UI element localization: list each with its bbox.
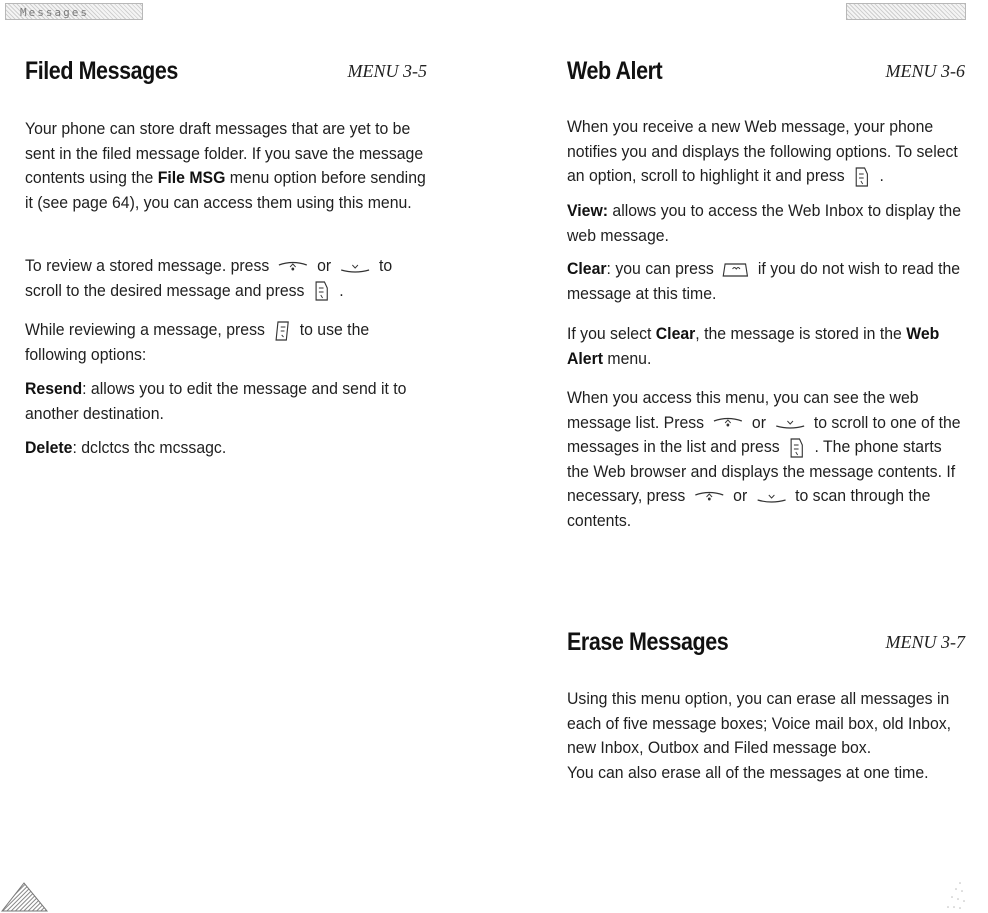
section-title: Erase Messages: [567, 628, 729, 656]
scroll-up-key-icon: [693, 490, 725, 504]
web-paragraph-5: When you access this menu, you can see the web message list. Press or to scroll to one of the messages in the list and press . The phone starts the Web browser and displays the message contents. If necessary, press or to scan through the contents.: [567, 388, 961, 530]
web-paragraph-4: If you select Clear, the message is stored in the Web Alert menu.: [567, 324, 940, 368]
erase-paragraph-2: You can also erase all of the messages at one time.: [567, 763, 929, 782]
menu-number: MENU 3-6: [885, 61, 965, 81]
resend-option: Resend: allows you to edit the message and send it to another destination.: [25, 379, 407, 423]
header-tab-label: Messages: [20, 6, 89, 19]
filed-messages-header: [25, 57, 425, 87]
corner-triangle-icon: [0, 879, 50, 913]
scroll-down-key-icon: [755, 490, 787, 504]
web-paragraph-1: When you receive a new Web message, your phone notifies you and displays the following options. To select an option, scroll to highlight it and press .: [567, 115, 967, 189]
scroll-down-key-icon: [339, 260, 371, 274]
corner-dots-icon: [944, 877, 968, 911]
ok-key-icon: [788, 437, 807, 459]
scroll-down-key-icon: [774, 416, 806, 430]
clear-option: Clear: you can press if you do not wish to read the message at this time.: [567, 259, 961, 303]
erase-paragraph-1: Using this menu option, you can erase all messages in each of five message boxes; Voice mail box, old Inbox, new Inbox, Outbox and Filed message box.: [567, 689, 952, 757]
web-alert-header: [567, 57, 965, 87]
header-tab-decoration: [846, 3, 966, 20]
menu-number: MENU 3-5: [347, 61, 427, 81]
ok-key-icon: [313, 280, 332, 302]
header-tab-messages: [5, 3, 143, 20]
delete-option: Delete: dclctcs thc mcssagc.: [25, 438, 227, 457]
scroll-up-key-icon: [277, 260, 309, 274]
filed-paragraph-3: While reviewing a message, press to use the following options:: [25, 320, 370, 364]
menu-key-icon: [273, 320, 292, 342]
view-option: View: allows you to access the Web Inbox to display the web message.: [567, 201, 962, 245]
scroll-up-key-icon: [712, 416, 744, 430]
filed-paragraph-2: To review a stored message. press or to scroll to the desired message and press .: [25, 254, 427, 303]
erase-messages-header: [567, 628, 965, 658]
section-title: Web Alert: [567, 57, 663, 85]
menu-number: MENU 3-7: [885, 632, 965, 652]
clear-key-icon: [722, 261, 750, 279]
ok-key-icon: [853, 166, 872, 188]
section-title: Filed Messages: [25, 57, 178, 85]
filed-paragraph-1: Your phone can store draft messages that are yet to be sent in the filed message folder. If you save the message contents using the File MSG menu option before sending it (see page 64), you can access them using this menu.: [25, 119, 426, 212]
file-msg-term: File MSG: [157, 168, 226, 187]
